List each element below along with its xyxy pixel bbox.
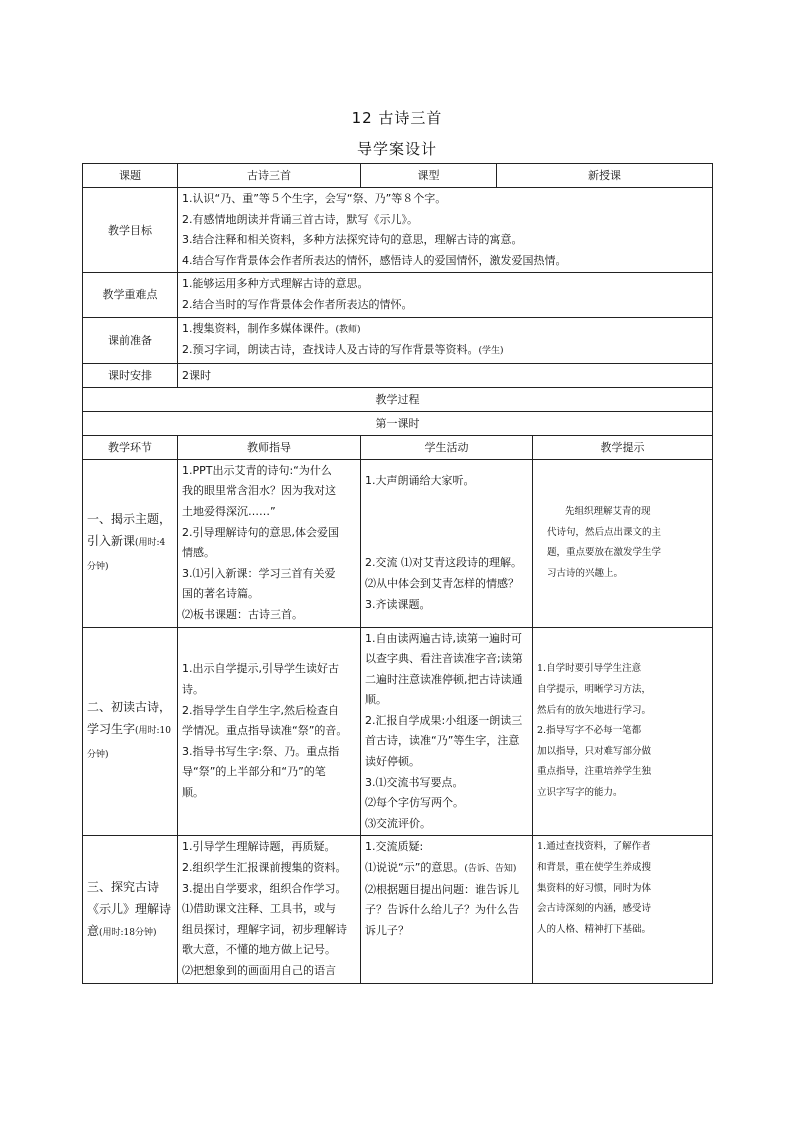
page-subtitle: 导学案设计 (356, 140, 437, 158)
student-line: 1.大声朗诵给大家听。 (365, 474, 475, 488)
col-teacher-header: 教师指导 (178, 435, 361, 459)
student-line: 2.汇报自学成果:小组逐一朗读三 (365, 713, 523, 727)
tip-line: 自学提示，明晰学习方法， (537, 683, 652, 695)
table-row (83, 627, 713, 836)
teacher-line: 国的著名诗篇。 (182, 587, 259, 601)
stage-label: 三、探究古诗《示儿》理解诗意 (87, 879, 172, 938)
student-line: 顺。 (365, 693, 387, 707)
hours-value: 2课时 (178, 363, 713, 387)
student-line: 1.自由读两遍古诗,读第一遍时可 (365, 631, 522, 645)
teacher-line: 3.指导书写生字:祭、乃。重点指 (182, 744, 340, 758)
tip-line: 立识字写字的能力。 (537, 786, 623, 798)
teacher-cell (178, 627, 361, 836)
teacher-cell (178, 836, 361, 983)
stage-label: 一、揭示主题，引入新课 (87, 512, 172, 549)
student-note: (告诉、告知) (464, 864, 517, 875)
tip-line: 1.通过查找资料，了解作者 (537, 841, 651, 853)
prep-cell (178, 317, 713, 363)
label-hours: 课时安排 (83, 363, 178, 387)
teacher-line: ⑴借助课文注释、工具书，或与 (182, 902, 336, 916)
teacher-line: 2.指导学生自学生字,然后检查自 (182, 703, 339, 717)
prep-text: 2.预习字词，朗读古诗，查找诗人及古诗的写作背景等资料。 (182, 343, 479, 357)
goals-cell (178, 188, 713, 273)
label-goals: 教学目标 (83, 188, 178, 273)
stage-cell (83, 459, 178, 627)
teacher-line: 顺。 (182, 785, 204, 799)
student-line: ⑵从中体会到艾青怎样的情感？ (365, 577, 519, 591)
student-line (365, 533, 528, 554)
tip-line: 代诗句，然后点出课文的主 (547, 526, 662, 538)
tip-line: 2.指导写字不必每一笔都 (537, 725, 642, 737)
tip-line: 和背景，重在使学生养成搜 (537, 862, 652, 874)
student-line: 以查字典、看注音读准字音;读第 (365, 652, 523, 666)
teacher-line: 学情况。重点指导读准“祭”的音。 (182, 724, 348, 738)
prep-item (182, 340, 708, 362)
table-row (83, 459, 713, 627)
student-line: 二遍时注意读准停顿,把古诗读通 (365, 672, 523, 686)
stage-time: (用时:10分钟) (87, 726, 172, 761)
keypoint-item: 2.结合当时的写作背景体会作者所表达的情怀。 (182, 297, 413, 311)
student-line: 诉儿子？ (365, 923, 409, 937)
type-value: 新授课 (497, 164, 713, 188)
student-line: ⑵每个字仿写两个。 (365, 796, 464, 810)
stage-cell (83, 627, 178, 836)
student-cell (361, 459, 533, 627)
teacher-line: 1.引导学生理解诗题，再质疑。 (182, 840, 336, 854)
stage-label: 二、初读古诗，学习生字 (87, 700, 172, 737)
topic-value: 古诗三首 (178, 164, 361, 188)
teacher-line: ⑵板书课题：古诗三首。 (182, 607, 303, 621)
prep-text: 1.搜集资料，制作多媒体课件。 (182, 321, 336, 335)
label-type: 课型 (361, 164, 497, 188)
student-line: ⑴说说“示”的意思。(告诉、告知) (365, 861, 517, 875)
prep-note: (学生) (478, 346, 504, 357)
keypoints-cell (178, 273, 713, 317)
tip-line: 会古诗深刻的内涵，感受诗 (537, 903, 652, 915)
student-line: 3.齐读课题。 (365, 597, 431, 611)
tip-line: 加以指导，只对难写部分做 (537, 745, 652, 757)
goal-item: 4.结合写作背景体会作者所表达的情怀，感悟诗人的爱国情怀，激发爱国热情。 (182, 253, 567, 267)
student-line: 子？告诉什么给儿子？为什么告 (365, 903, 519, 917)
student-line (365, 492, 528, 513)
tip-line: 先组织理解艾青的现 (565, 505, 651, 517)
student-cell (361, 836, 533, 983)
stage-time: (用时:18分钟) (99, 927, 157, 938)
col-tips-header: 教学提示 (533, 435, 713, 459)
process-title: 教学过程 (83, 387, 713, 411)
teacher-line: 我的眼里常含泪水？因为我对这 (182, 484, 336, 498)
teacher-line: 2.引导理解诗句的意思,体会爱国 (182, 525, 339, 539)
goal-item: 2.有感情地朗读并背诵三首古诗，默写《示儿》。 (182, 212, 418, 226)
session-title: 第一课时 (83, 411, 713, 435)
student-line: 2.交流 ⑴对艾青这段诗的理解。 (365, 556, 522, 570)
col-stage-header: 教学环节 (83, 435, 178, 459)
goal-item: 1.认识“乃、重”等５个生字，会写“祭、乃”等８个字。 (182, 192, 447, 205)
tips-cell (533, 627, 713, 836)
tip-line: 题，重点要放在激发学生学 (547, 547, 662, 559)
teacher-line: ⑵把想象到的画面用自己的语言 (182, 964, 336, 977)
student-line: 首古诗，读准“乃”等生字，注意 (365, 734, 520, 748)
prep-note: (教师) (335, 324, 361, 335)
teacher-line: 3.提出自学要求，组织合作学习。 (182, 881, 347, 895)
student-cell (361, 627, 533, 836)
student-line: 读好停顿。 (365, 755, 420, 769)
student-line: ⑶交流评价。 (365, 816, 431, 830)
teacher-line: 情感。 (182, 546, 215, 560)
teacher-line: 3.⑴引入新课：学习三首有关爱 (182, 566, 336, 580)
keypoint-item: 1.能够运用多种方式理解古诗的意思。 (182, 277, 369, 291)
goal-item: 3.结合注释和相关资料，多种方法探究诗句的意思，理解古诗的寓意。 (182, 233, 523, 247)
lesson-plan-table (82, 163, 713, 984)
tip-line: 人的人格、精神打下基础。 (537, 923, 652, 935)
prep-item (182, 319, 708, 341)
tip-line: 然后有的放矢地进行学习。 (537, 704, 652, 716)
teacher-line: 歌大意，不懂的地方做上记号。 (182, 943, 336, 957)
teacher-line: 1.PPT出示艾青的诗句:“为什么 (182, 463, 332, 477)
page-title: 12 古诗三首 (351, 109, 443, 127)
teacher-line: 1.出示自学提示,引导学生读好古 (182, 662, 339, 676)
tip-line: 习古诗的兴趣上。 (547, 567, 624, 579)
tip-line: 重点指导，注重培养学生独 (537, 766, 652, 778)
student-line: 1.交流质疑: (365, 840, 424, 854)
tip-line: 集资料的好习惯，同时为体 (537, 882, 652, 894)
teacher-line: 2.组织学生汇报课前搜集的资料。 (182, 861, 347, 875)
stage-time: (用时:4分钟) (87, 538, 166, 573)
label-topic: 课题 (83, 164, 178, 188)
tips-cell (533, 836, 713, 983)
teacher-line: 导“祭”的上半部分和“乃”的笔 (182, 765, 326, 779)
teacher-line: 诗。 (182, 682, 204, 696)
table-row (83, 836, 713, 983)
label-prep: 课前准备 (83, 317, 178, 363)
teacher-line: 组员探讨，理解字词，初步理解诗 (182, 922, 347, 936)
teacher-line: 土地爱得深沉……” (182, 504, 276, 518)
label-keypoints: 教学重难点 (83, 273, 178, 317)
student-line (365, 512, 528, 533)
tips-cell (533, 459, 713, 627)
teacher-cell (178, 459, 361, 627)
tip-line: 1.自学时要引导学生注意 (537, 663, 642, 675)
student-line: 3.⑴交流书写要点。 (365, 775, 464, 789)
student-line: ⑵根据题目提出问题：谁告诉儿 (365, 882, 519, 896)
stage-cell (83, 836, 178, 983)
col-student-header: 学生活动 (361, 435, 533, 459)
